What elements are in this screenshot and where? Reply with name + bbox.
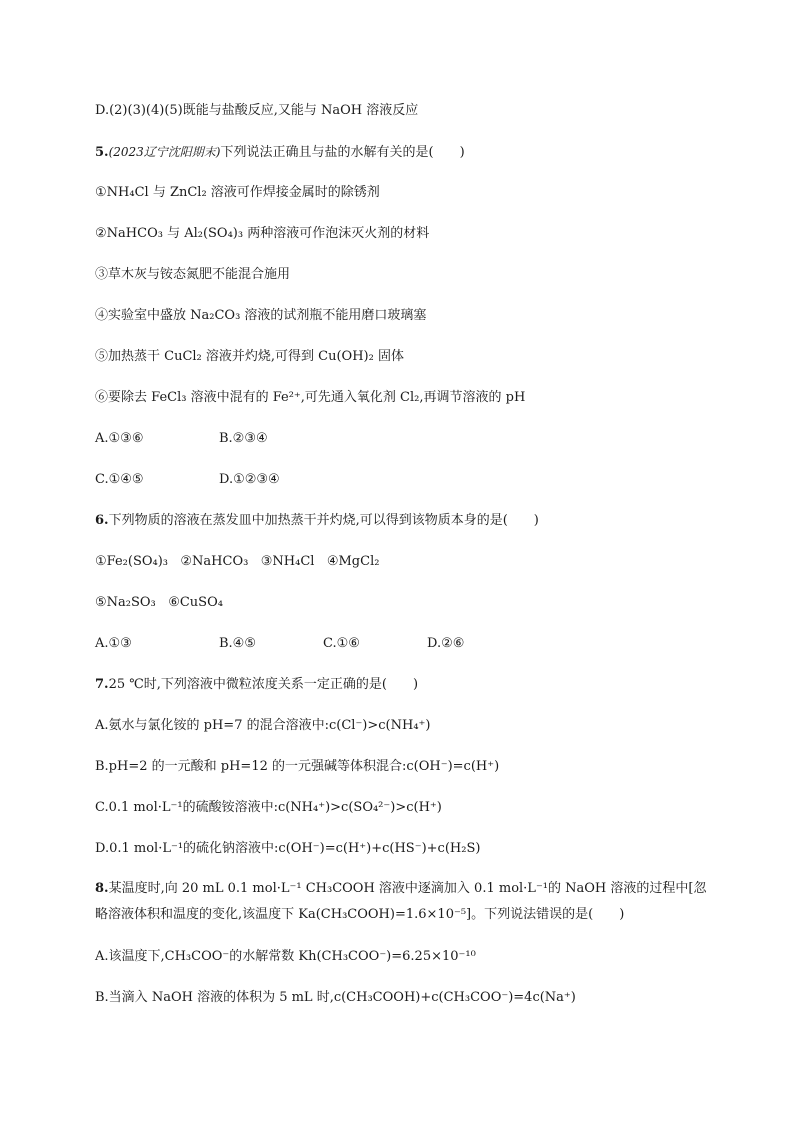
q7-option-d: D.0.1 mol·L⁻¹的硫化钠溶液中:c(OH⁻)=c(H⁺)+c(HS⁻)+c(H₂S) [95, 841, 481, 856]
q6-item: ①Fe₂(SO₄)₃ [95, 554, 168, 569]
question-close: ) [413, 677, 419, 692]
q6-option-d: D.②⑥ [427, 636, 465, 651]
q5-options-row-1 [95, 430, 323, 448]
q8-option-a: A.该温度下,CH₃COO⁻的水解常数 Kh(CH₃COO⁻)=6.25×10⁻¹⁰ [95, 949, 476, 964]
q6-item: ⑤Na₂SO₃ [95, 595, 156, 610]
q7-option-b: B.pH=2 的一元酸和 pH=12 的一元强碱等体积混合:c(OH⁻)=c(H⁺) [95, 759, 500, 774]
question-8-stem [95, 876, 715, 928]
q5-options-row-2 [95, 471, 323, 489]
question-5-stem [95, 143, 465, 162]
q5-option-d: D.①②③④ [219, 472, 280, 487]
q6-option-c: C.①⑥ [323, 636, 360, 651]
q6-items-row-2 [95, 594, 223, 612]
question-number: 7. [95, 677, 109, 692]
question-number: 6. [95, 513, 109, 528]
question-text: 下列物质的溶液在蒸发皿中加热蒸干并灼烧,可以得到该物质本身的是( [108, 513, 508, 528]
q6-options [95, 635, 531, 653]
question-7-stem [95, 676, 418, 694]
q5-option-b: B.②③④ [219, 431, 268, 446]
q5-item-5: ⑤加热蒸干 CuCl₂ 溶液并灼烧,可得到 Cu(OH)₂ 固体 [95, 349, 404, 364]
q6-item: ⑥CuSO₄ [168, 595, 223, 610]
question-number: 5. [95, 145, 109, 160]
question-close: ) [619, 907, 625, 922]
question-number: 8. [95, 881, 109, 896]
question-text: 下列说法正确且与盐的水解有关的是( [220, 145, 434, 160]
q6-items-row-1 [95, 553, 379, 571]
q6-item: ③NH₄Cl [260, 554, 315, 569]
q5-item-4: ④实验室中盛放 Na₂CO₃ 溶液的试剂瓶不能用磨口玻璃塞 [95, 308, 427, 323]
q5-option-c: C.①④⑤ [95, 472, 144, 487]
q8-option-b: B.当滴入 NaOH 溶液的体积为 5 mL 时,c(CH₃COOH)+c(CH₃COO⁻)=4c(Na⁺) [95, 990, 576, 1005]
q4-option-d: D.(2)(3)(4)(5)既能与盐酸反应,又能与 NaOH 溶液反应 [95, 103, 419, 118]
q5-item-2: ②NaHCO₃ 与 Al₂(SO₄)₃ 两种溶液可作泡沫灭火剂的材料 [95, 226, 430, 241]
q6-option-b: B.④⑤ [219, 636, 256, 651]
q6-item: ④MgCl₂ [326, 554, 380, 569]
q5-item-3: ③草木灰与铵态氮肥不能混合施用 [95, 267, 291, 282]
q7-option-a: A.氨水与氯化铵的 pH=7 的混合溶液中:c(Cl⁻)>c(NH₄⁺) [95, 718, 431, 733]
q5-option-a: A.①③⑥ [95, 431, 144, 446]
q6-item: ②NaHCO₃ [180, 554, 249, 569]
q5-item-1: ①NH₄Cl 与 ZnCl₂ 溶液可作焊接金属时的除锈剂 [95, 185, 380, 200]
question-close: ) [533, 513, 539, 528]
q7-option-c: C.0.1 mol·L⁻¹的硫酸铵溶液中:c(NH₄⁺)>c(SO₄²⁻)>c(H⁺) [95, 800, 442, 815]
q5-item-6: ⑥要除去 FeCl₃ 溶液中混有的 Fe²⁺,可先通入氧化剂 Cl₂,再调节溶液的 pH [95, 390, 526, 405]
question-close: ) [459, 145, 465, 160]
question-6-stem [95, 512, 539, 530]
question-source: (2023辽宁沈阳期末) [108, 145, 221, 159]
question-text: 25 ℃时,下列溶液中微粒浓度关系一定正确的是( [108, 677, 387, 692]
q6-option-a: A.①③ [95, 636, 132, 651]
question-text: 某温度时,向 20 mL 0.1 mol·L⁻¹ CH₃COOH 溶液中逐滴加入 0.1 mol·L⁻¹的 NaOH 溶液的过程中[忽略溶液体积和温度的变化,该温度下 Ka(CH₃COOH)=1.6×10⁻⁵]。下列说法错误的是( [95, 881, 707, 922]
